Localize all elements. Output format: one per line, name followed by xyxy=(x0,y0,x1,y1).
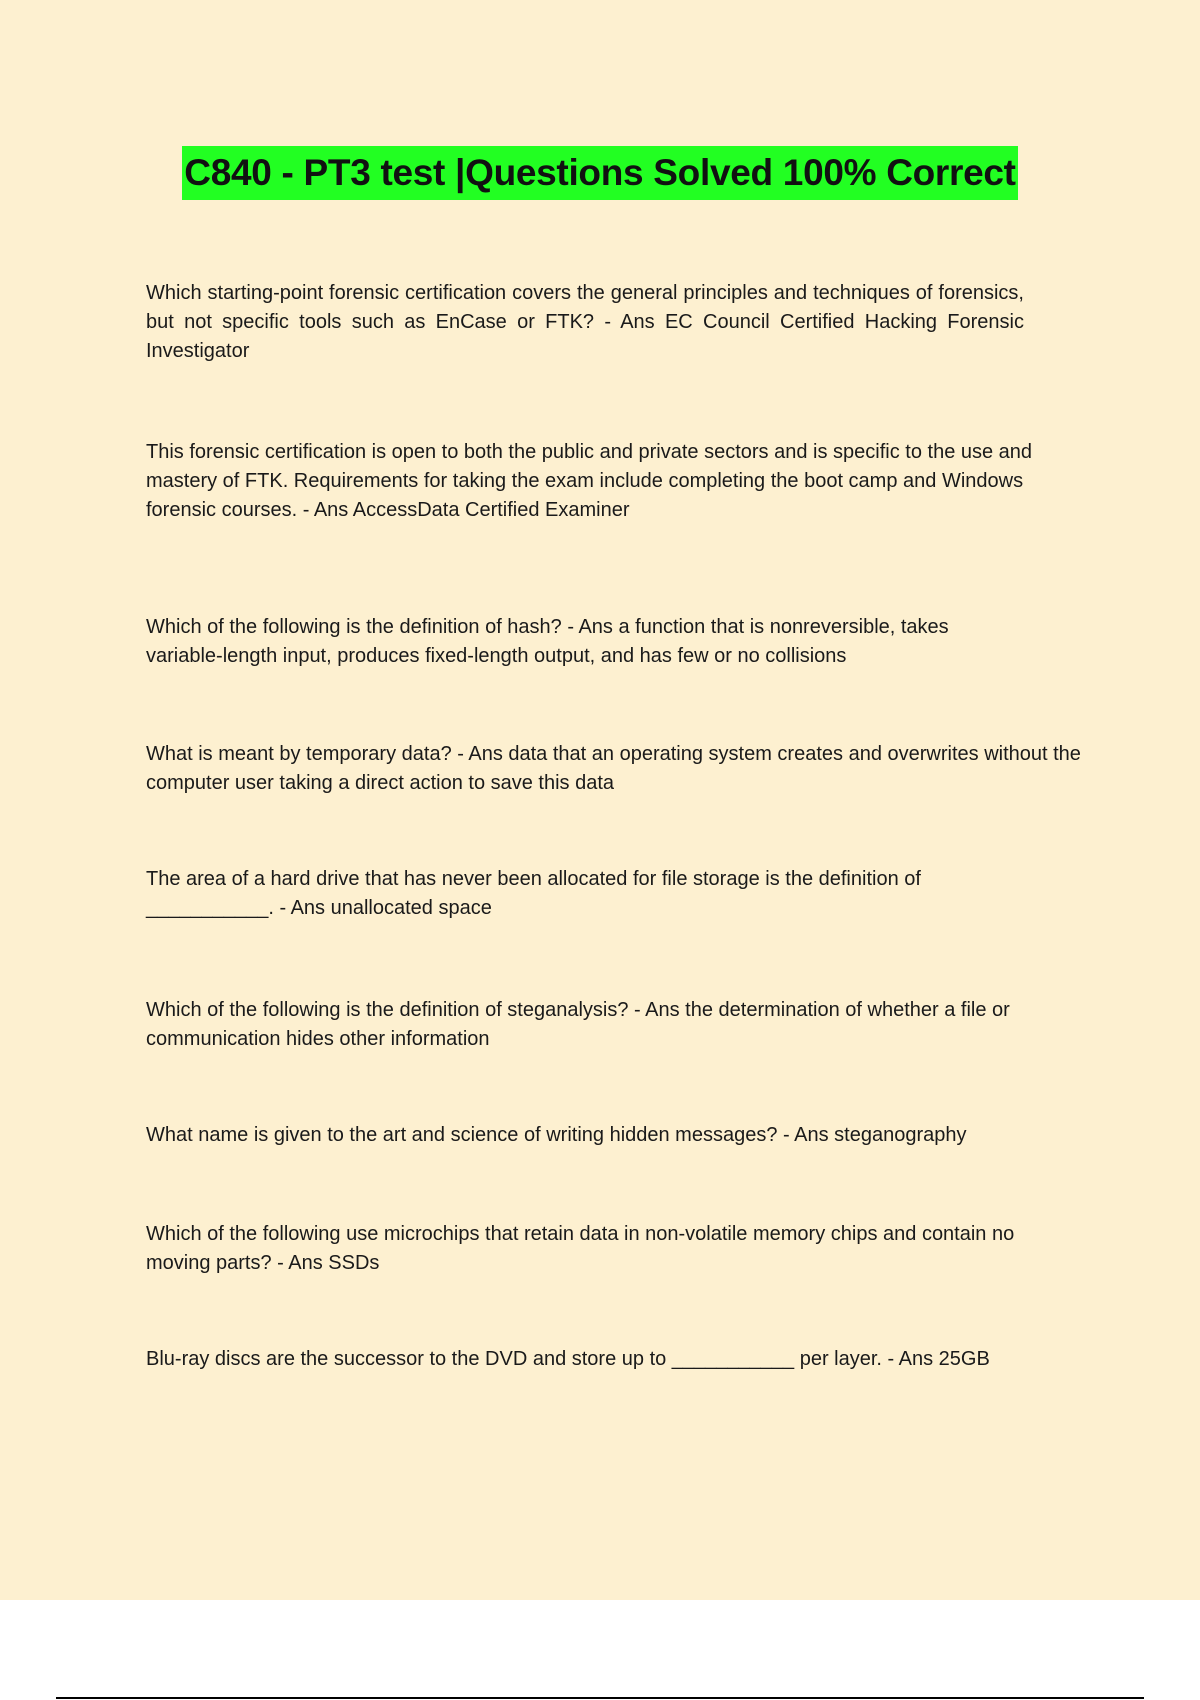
qa-item-3: Which of the following is the definition of hash? - Ans a function that is nonreversible, takes variable-length input, produces fixed-length output, and has few or no collisions xyxy=(146,616,949,667)
title-container xyxy=(0,146,1200,200)
qa-item-6: Which of the following is the definition of steganalysis? - Ans the determination of whether a file or communication hides other information xyxy=(146,999,1010,1050)
qa-item-7: What name is given to the art and science of writing hidden messages? - Ans steganography xyxy=(146,1124,967,1146)
qa-item-8: Which of the following use microchips that retain data in non-volatile memory chips and contain no moving parts? - Ans SSDs xyxy=(146,1223,1015,1274)
qa-item-4: What is meant by temporary data? - Ans data that an operating system creates and overwrites without the computer user taking a direct action to save this data xyxy=(146,743,1081,794)
qa-item-5: The area of a hard drive that has never been allocated for file storage is the definition of ___________. - Ans unallocated space xyxy=(146,868,921,919)
qa-item-2: This forensic certification is open to both the public and private sectors and is specific to the use and mastery of FTK. Requirements for taking the exam include completing the boot camp and Windows forensic courses. - Ans AccessData Certified Examiner xyxy=(146,441,1033,521)
qa-item-1: Which starting-point forensic certification covers the general principles and techniques of forensics, but not specific tools such as EnCase or FTK? - Ans EC Council Certified Hacking Forensic Investigator xyxy=(146,282,1024,362)
qa-item-9: Blu-ray discs are the successor to the DVD and store up to ___________ per layer. - Ans 25GB xyxy=(146,1348,990,1370)
footer-divider xyxy=(56,1697,1144,1699)
document-title: C840 - PT3 test |Questions Solved 100% Correct xyxy=(182,146,1017,200)
